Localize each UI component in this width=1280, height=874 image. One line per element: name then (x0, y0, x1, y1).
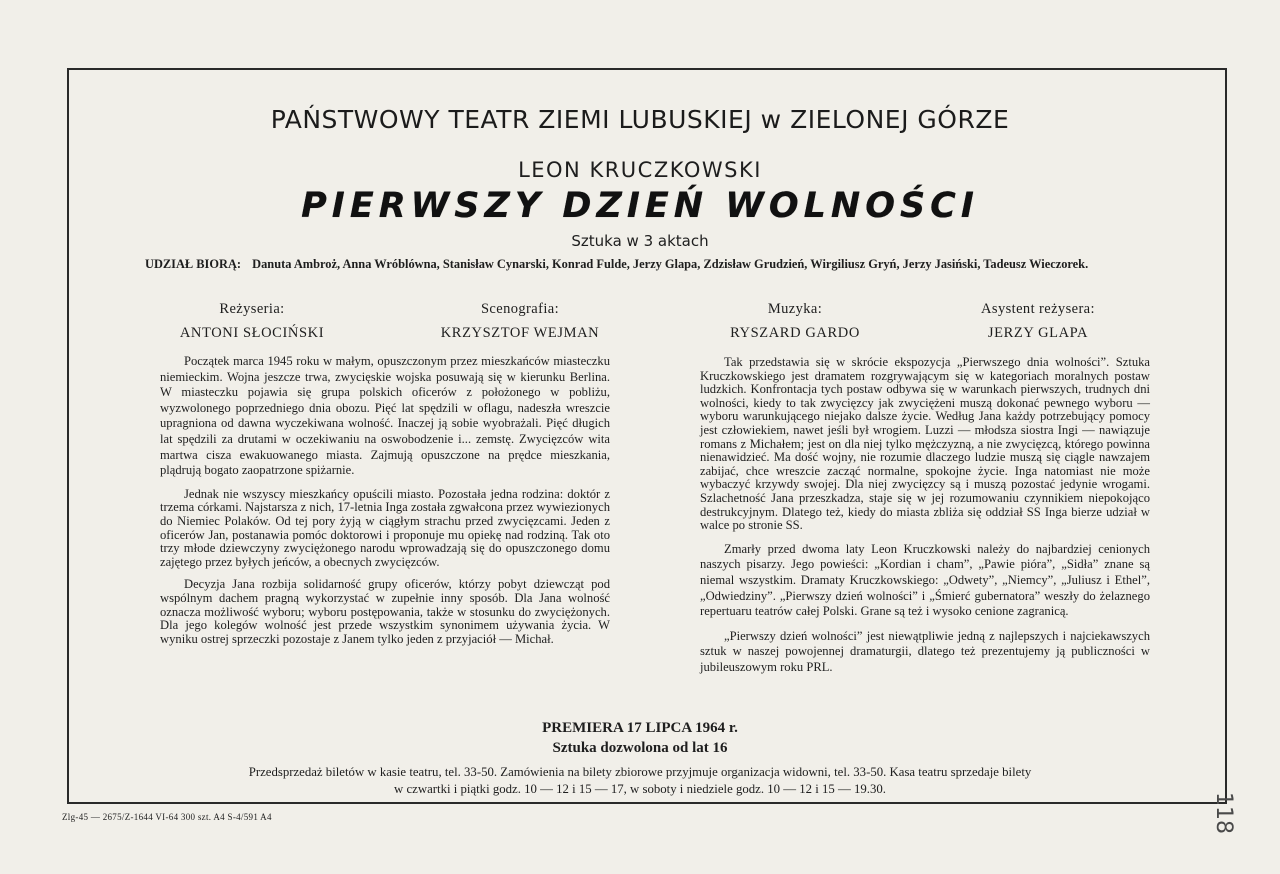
premiere-info (0, 718, 1280, 758)
synopsis-left-column (160, 354, 610, 655)
credit-role: Muzyka: (767, 301, 823, 317)
credit-set-design (410, 297, 630, 345)
credit-role: Reżyseria: (219, 301, 285, 317)
credit-person: JERZY GLAPA (987, 325, 1089, 341)
paragraph: Decyzja Jana rozbija solidarność grupy oficerów, którzy pobyt dziewcząt pod wspólnym dachem pragną wykorzystać w zupełnie inny sposób. Dla Jana wolność oznacza możliwość wyboru; wyboru postępowania, także w stosunku do zwyciężonych. Dla jego kolegów wolność jest przede wszystkim synonimem używania życia. W wyniku ostrej sprzeczki pozostaje z Janem tylko jeden z przyjaciół — Michał. (160, 577, 610, 646)
sales-line: w czwartki i piątki godz. 10 — 12 i 15 — 17, w soboty i niedziele godz. 10 — 12 i 15 — 19.30. (394, 781, 886, 796)
credit-person: KRZYSZTOF WEJMAN (440, 325, 600, 341)
credit-person: RYSZARD GARDO (730, 325, 860, 341)
credit-director (142, 297, 362, 345)
premiere-date: PREMIERA 17 LIPCA 1964 r. (542, 720, 738, 736)
cast-label: UDZIAŁ BIORĄ: (145, 257, 242, 271)
cast-list (145, 256, 1155, 273)
credit-music (685, 297, 905, 345)
credit-role: Scenografia: (480, 301, 560, 317)
printer-note: Zlg-45 — 2675/Z-1644 VI-64 300 szt. A4 S-4/591 A4 (62, 812, 272, 822)
handwritten-number: 118 (1211, 792, 1236, 834)
sales-line: Przedsprzedaż biletów w kasie teatru, tel. 33-50. Zamówienia na bilety zbiorowe przyjmuje organizacja widowni, tel. 33-50. Kasa teatru sprzedaje bilety (248, 765, 1032, 779)
cast-names: Danuta Ambroż, Anna Wróblówna, Stanisław Cynarski, Konrad Fulde, Jerzy Glapa, Zdzisław Grudzień, Wirgiliusz Gryń, Jerzy Jasiński, Tadeusz Wieczorek. (252, 257, 1089, 271)
paragraph: Jednak nie wszyscy mieszkańcy opuścili miasto. Pozostała jedna rodzina: doktór z trzema córkami. Najstarsza z nich, 17-letnia Inga została zgwałcona przez wywiezionych do Niemiec Polaków. Od tej pory żyją w ciągłym strachu przed zwycięzcami. Jeden z oficerów Jan, postanawia pomóc doktorowi i proponuje mu opiekę nad rodziną. Tak oto trzy młode dziewczyny zwyciężonego narodu wprowadzają się do opuszczonego domu zajętego przez byłych jeńców, a obecnych zwycięzców. (160, 486, 610, 569)
play-title: PIERWSZY DZIEŃ WOLNOŚCI (301, 186, 979, 226)
credit-person: ANTONI SŁOCIŃSKI (179, 325, 325, 341)
ticket-sales-info (120, 764, 1160, 797)
theatre-name: PAŃSTWOWY TEATR ZIEMI LUBUSKIEJ w ZIELONEJ GÓRZE (270, 105, 1010, 134)
paragraph: „Pierwszy dzień wolności” jest niewątpliwie jedną z najlepszych i najciekawszych sztuk w naszej powojennej dramaturgii, dlatego też prezentujemy ją publiczności w jubileuszowym roku PRL. (700, 628, 1150, 674)
play-subtitle: Sztuka w 3 aktach (571, 232, 709, 250)
credit-assistant-director (928, 297, 1148, 345)
age-limit: Sztuka dozwolona od lat 16 (552, 740, 728, 756)
author-name: LEON KRUCZKOWSKI (518, 158, 762, 182)
synopsis-right-column (700, 356, 1150, 684)
paragraph: Początek marca 1945 roku w małym, opuszczonym przez mieszkańców miasteczku niemieckim. Wojna jeszcze trwa, zwycięskie wojska posuwają się w kierunku Berlina. W miasteczku pojawia się grupa polskich oficerów z położonego w pobliżu, wyzwolonego poprzedniego dnia obozu. Pięć lat spędzili w oflagu, nadeszła wreszcie upragniona od dawna wyczekiwana wolność. Inaczej ją sobie wyobrażali. Pięć długich lat spędzili za drutami w oczekiwaniu na oswobodzenie i... zemstę. Zwycięzców wita martwa cisza ewakuowanego miasta. Zajmują opuszczone na prędce mieszkania, plądrują bogato zaopatrzone spiżarnie. (160, 354, 610, 478)
credit-role: Asystent reżysera: (981, 301, 1095, 317)
paragraph: Zmarły przed dwoma laty Leon Kruczkowski należy do najbardziej cenionych naszych pisarzy. Jego powieści: „Kordian i cham”, „Pawie pióra”, „Sidła” znane są niemal wszystkim. Dramaty Kruczkowskiego: „Odwety”, „Niemcy”, „Juliusz i Ethel”, „Odwiedziny”. „Pierwszy dzień wolności” i „Śmierć gubernatora” weszły do żelaznego repertuaru teatrów całej Polski. Grane są też i wysoko cenione zagranicą. (700, 541, 1150, 619)
paragraph: Tak przedstawia się w skrócie ekspozycja „Pierwszego dnia wolności”. Sztuka Kruczkowskiego jest dramatem rozgrywającym się w kategoriach moralnych postaw ludzkich. Konfrontacja tych postaw odbywa się w warunkach pierwszych, trudnych dni wolności, kiedy to tak zwycięzcy jak zwyciężeni muszą dokonać pewnego wyboru — wyboru warunkującego niejako dalsze życie. Według Jana każdy potrzebujący pomocy jest człowiekiem, nawet jeśli był wrogiem. Luzzi — młodsza siostra Ingi — nawiązuje romans z Michałem; jest on dla niej tylko mężczyzną, a nie zwycięzcą, którego powinna nienawidzieć. Ma dość wojny, nie rozumie dlaczego ludzie muszą się ciągle nawzajem zabijać, chce wreszcie zacząć normalne, spokojne życie. Inga natomiast nie może wybaczyć krzywdy swojej. Dla niej zwycięzcy są i muszą pozostać jedynie wrogami. Szlachetność Jana przeszkadza, staje się w jej rozumowaniu czynnikiem niepokojąco destrukcyjnym. Dlatego też, kiedy do miasta zbliża się oddział SS Inga bierze udział w walce po stronie SS. (700, 355, 1150, 533)
